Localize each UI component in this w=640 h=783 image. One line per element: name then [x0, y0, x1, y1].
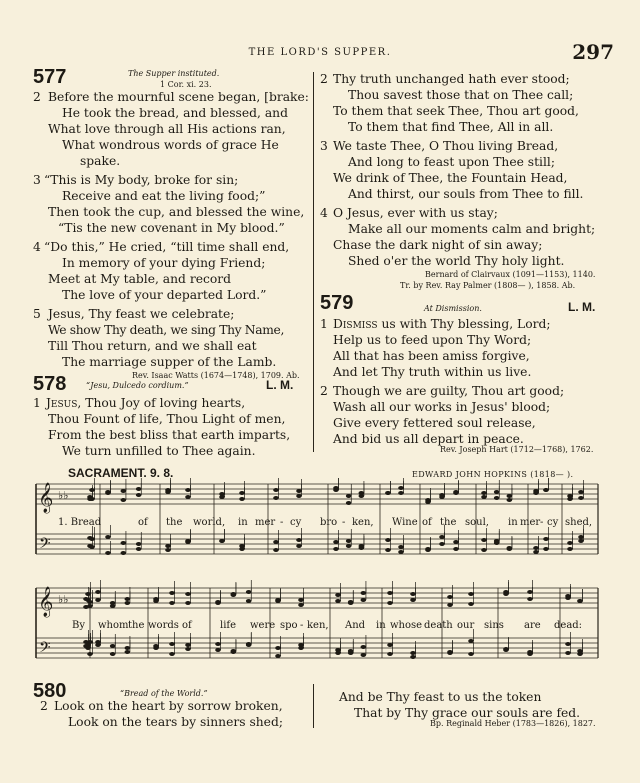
- notehead: [507, 546, 513, 550]
- notehead: [527, 650, 533, 654]
- lyric-syllable: in: [238, 517, 248, 528]
- notehead: [578, 539, 584, 543]
- notehead: [333, 488, 339, 492]
- notehead: [296, 538, 302, 542]
- verse-number: 5: [33, 307, 41, 321]
- hymn-578-subtitle: “Jesu, Dulcedo cordium.”: [86, 381, 189, 390]
- notehead: [346, 539, 352, 543]
- notehead: [453, 491, 459, 495]
- verse-number: 2: [33, 90, 41, 104]
- notehead: [385, 538, 391, 542]
- notehead: [439, 495, 445, 499]
- notehead: [185, 540, 191, 544]
- verse-line: Help us to feed upon Thy Word;: [333, 333, 532, 347]
- verse-line: [46, 395, 245, 412]
- verse-line: spake.: [80, 154, 121, 168]
- notehead: [85, 592, 91, 596]
- notehead: [398, 491, 404, 495]
- verse-line: We drink of Thee, the Fountain Head,: [333, 171, 568, 185]
- verse-line: Though we are guilty, Thou art good;: [333, 384, 565, 398]
- verse-line: We turn unfilled to Thee again.: [62, 444, 256, 458]
- notehead: [387, 591, 393, 595]
- notehead: [348, 651, 354, 655]
- notehead: [527, 597, 533, 601]
- hymn-577-author: Rev. Isaac Watts (1674—1748), 1709. Ab.: [132, 371, 300, 380]
- notehead: [83, 605, 89, 609]
- verse-line: Thou savest those that on Thee call;: [348, 88, 574, 102]
- verse-line: Thou Fount of life, Thou Light of men,: [48, 412, 286, 426]
- lyric-syllable: -: [342, 517, 346, 528]
- hymn-578-number: 578: [33, 373, 67, 395]
- notehead: [275, 598, 281, 602]
- line-rest: Thou Joy of loving hearts,: [81, 396, 246, 410]
- notehead: [447, 651, 453, 655]
- verse-line: We taste Thee, O Thou living Bread,: [333, 139, 559, 153]
- notehead: [503, 647, 509, 651]
- notehead: [83, 640, 89, 644]
- notehead: [273, 548, 279, 552]
- notehead: [89, 488, 95, 492]
- hymn-578-meter: L. M.: [266, 378, 294, 392]
- hymn-577-number: 577: [33, 66, 67, 88]
- notehead: [136, 493, 142, 497]
- notehead: [468, 639, 474, 643]
- verse-line: And be Thy feast to us the token: [339, 690, 542, 704]
- notehead: [239, 497, 245, 501]
- treble-clef-icon: 𝄞: [38, 483, 54, 513]
- notehead: [239, 544, 245, 548]
- notehead: [333, 540, 339, 544]
- music-score: [0, 478, 640, 683]
- page-number: 297: [572, 40, 614, 64]
- notehead: [298, 598, 304, 602]
- notehead: [273, 540, 279, 544]
- verse-line: O Jesus, ever with us stay;: [333, 206, 498, 220]
- notehead: [121, 551, 127, 555]
- notehead: [335, 593, 341, 597]
- verse-line: Thy truth unchanged hath ever stood;: [333, 72, 570, 86]
- bass-clef-icon: 𝄢: [39, 535, 51, 556]
- notehead: [425, 500, 431, 504]
- notehead: [121, 541, 127, 545]
- hymn-578-author: Bernard of Clairvaux (1091—1153), 1140.: [425, 270, 596, 279]
- lyric-syllable: mer: [255, 517, 276, 528]
- notehead: [507, 494, 513, 498]
- lyric-syllable: words: [148, 620, 179, 631]
- verse-line: And long to feast upon Thee still;: [348, 155, 555, 169]
- verse-line: What wondrous words of grace He: [62, 138, 279, 152]
- verse-line: Shed o'er the world Thy holy light.: [348, 254, 565, 268]
- lyric-syllable: whom: [98, 620, 129, 631]
- notehead: [275, 646, 281, 650]
- notehead: [567, 497, 573, 501]
- lyric-syllable: Wine: [392, 517, 418, 528]
- notehead: [83, 644, 89, 648]
- notehead: [185, 488, 191, 492]
- notehead: [185, 647, 191, 651]
- verse-line: Give every fettered soul release,: [333, 416, 536, 430]
- notehead: [153, 646, 159, 650]
- notehead: [439, 535, 445, 539]
- verse-line: To them that find Thee, All in all.: [348, 120, 554, 134]
- notehead: [215, 648, 221, 652]
- lyric-syllable: were: [250, 620, 276, 631]
- notehead: [533, 550, 539, 554]
- lyric-syllable: bro: [320, 517, 338, 528]
- notehead: [335, 599, 341, 603]
- notehead: [246, 599, 252, 603]
- lyric-syllable: spo: [280, 620, 298, 631]
- notehead: [359, 544, 365, 548]
- verse-line: “Do this,” He cried, “till time shall end,: [44, 240, 290, 254]
- key-signature-icon: ♭♭: [58, 593, 69, 606]
- notehead: [136, 547, 142, 551]
- notehead: [543, 488, 549, 492]
- notehead: [425, 548, 431, 552]
- notehead: [543, 547, 549, 551]
- verse-line: Before the mournful scene began, [brake:: [48, 90, 309, 104]
- notehead: [105, 490, 111, 494]
- notehead: [185, 495, 191, 499]
- hymn-577-subtitle: The Supper instituted.: [128, 69, 220, 78]
- notehead: [296, 489, 302, 493]
- verse-number: 3: [320, 139, 328, 153]
- verse-line: From the best bliss that earth imparts,: [48, 428, 291, 442]
- notehead: [215, 642, 221, 646]
- column-divider: [313, 72, 314, 452]
- verse-line: Till Thou return, and we shall eat: [48, 339, 257, 353]
- lyric-syllable: -: [280, 517, 284, 528]
- verse-line: What love through all His actions ran,: [48, 122, 286, 136]
- notehead: [565, 596, 571, 600]
- notehead: [125, 601, 131, 605]
- notehead: [105, 535, 111, 539]
- lyric-syllable: 1. Bread: [58, 517, 102, 528]
- notehead: [89, 545, 95, 549]
- lyric-syllable: soul,: [465, 517, 489, 528]
- lyric-syllable: in: [508, 517, 518, 528]
- notehead: [565, 651, 571, 655]
- verse-line: Receive and eat the living food;”: [62, 189, 266, 203]
- composer: EDWARD JOHN HOPKINS (1818— ).: [412, 470, 574, 479]
- notehead: [185, 643, 191, 647]
- first-word: Dismiss: [333, 317, 378, 331]
- lyric-syllable: of: [138, 517, 148, 528]
- verse-line: Jesus, Thy feast we celebrate;: [48, 307, 235, 321]
- verse-line: Make all our moments calm and bright;: [348, 222, 596, 236]
- verse-line: [333, 316, 551, 333]
- notehead: [481, 538, 487, 542]
- notehead: [110, 604, 116, 608]
- hymn-578-translator: Tr. by Rev. Ray Palmer (1808— ), 1858. Ab.: [400, 281, 576, 290]
- notehead: [507, 498, 513, 502]
- notehead: [215, 600, 221, 604]
- notehead: [481, 491, 487, 495]
- treble-clef-icon: 𝄞: [38, 587, 54, 617]
- notehead: [136, 542, 142, 546]
- notehead: [125, 597, 131, 601]
- notehead: [95, 643, 101, 647]
- lyric-syllable: whose: [390, 620, 423, 631]
- lyric-syllable: the: [166, 517, 183, 528]
- notehead: [361, 598, 367, 602]
- lyric-syllable: life: [220, 620, 237, 631]
- notehead: [468, 602, 474, 606]
- lyric-syllable: sins: [484, 620, 504, 631]
- verse-number: 4: [33, 240, 41, 254]
- verse-number: 4: [320, 206, 328, 220]
- lyric-syllable: -: [300, 620, 304, 631]
- notehead: [246, 590, 252, 594]
- notehead: [494, 490, 500, 494]
- notehead: [385, 548, 391, 552]
- verse-line: To them that seek Thee, Thou art good,: [333, 104, 579, 118]
- notehead: [89, 537, 95, 541]
- verse-line: And thirst, our souls from Thee to fill.: [348, 187, 584, 201]
- verse-line: The marriage supper of the Lamb.: [62, 355, 277, 369]
- verse-number: 2: [40, 699, 48, 713]
- notehead: [453, 540, 459, 544]
- lyric-syllable: of: [182, 620, 192, 631]
- notehead: [346, 494, 352, 498]
- notehead: [359, 494, 365, 498]
- notehead: [398, 486, 404, 490]
- running-head: THE LORD'S SUPPER.: [248, 47, 392, 58]
- verse-line: Meet at My table, and record: [48, 272, 232, 286]
- notehead: [95, 598, 101, 602]
- verse-line: We show Thy death, we sing Thy Name,: [48, 323, 284, 337]
- notehead: [481, 548, 487, 552]
- lyric-syllable: of: [422, 517, 432, 528]
- lyric-syllable: mer: [520, 517, 541, 528]
- verse-line: And bid us all depart in peace.: [333, 432, 524, 446]
- lyric-syllable: in: [376, 620, 386, 631]
- notehead: [387, 601, 393, 605]
- hymn-580-author: Bp. Reginald Heber (1783—1826), 1827.: [430, 719, 596, 728]
- hymn-579-number: 579: [320, 292, 354, 314]
- notehead: [298, 646, 304, 650]
- hymn-579-subtitle: At Dismission.: [424, 304, 482, 313]
- verse-line: All that has been amiss forgive,: [333, 349, 530, 363]
- notehead: [503, 592, 509, 596]
- verse-line: And let Thy truth within us live.: [333, 365, 532, 379]
- lyric-syllable: -: [540, 517, 544, 528]
- notehead: [439, 542, 445, 546]
- notehead: [527, 590, 533, 594]
- notehead: [165, 548, 171, 552]
- hymn-577-reference: 1 Cor. xi. 23.: [160, 80, 212, 89]
- notehead: [543, 537, 549, 541]
- verse-line: Then took the cup, and blessed the wine,: [48, 205, 305, 219]
- notehead: [481, 495, 487, 499]
- lyric-syllable: our: [457, 620, 475, 631]
- verse-line: He took the bread, and blessed, and: [62, 106, 288, 120]
- notehead: [185, 592, 191, 596]
- line-rest: us with Thy blessing, Lord;: [377, 317, 551, 331]
- hymn-579-author: Rev. Joseph Hart (1712—1768), 1762.: [440, 445, 594, 454]
- notehead: [398, 550, 404, 554]
- notehead: [296, 494, 302, 498]
- notehead: [169, 642, 175, 646]
- lyric-syllable: cy: [547, 517, 559, 528]
- hymn-580-subtitle: “Bread of the World.”: [120, 689, 208, 698]
- notehead: [387, 652, 393, 656]
- tune-name: SACRAMENT. 9. 8.: [68, 466, 174, 480]
- notehead: [136, 487, 142, 491]
- notehead: [125, 646, 131, 650]
- lyric-syllable: are: [524, 620, 541, 631]
- verse-number: 2: [320, 384, 328, 398]
- lyric-syllable: the: [128, 620, 145, 631]
- notehead: [165, 490, 171, 494]
- hymn-579-meter: L. M.: [568, 300, 596, 314]
- notehead: [494, 496, 500, 500]
- notehead: [335, 648, 341, 652]
- verse-number: 3: [33, 173, 41, 187]
- notehead: [447, 603, 453, 607]
- notehead: [298, 603, 304, 607]
- notehead: [578, 496, 584, 500]
- notehead: [398, 545, 404, 549]
- notehead: [361, 645, 367, 649]
- notehead: [169, 652, 175, 656]
- notehead: [105, 551, 111, 555]
- lyric-syllable: the: [440, 517, 457, 528]
- lyric-syllable: shed,: [565, 517, 593, 528]
- verse-line: That by Thy grace our souls are fed.: [354, 706, 581, 720]
- notehead: [121, 498, 127, 502]
- first-word: Jesus,: [46, 396, 82, 410]
- notehead: [387, 643, 393, 647]
- lyric-syllable: cy: [290, 517, 302, 528]
- notehead: [346, 501, 352, 505]
- notehead: [565, 642, 571, 646]
- lyric-syllable: world,: [193, 517, 226, 528]
- column-divider-bottom: [313, 684, 314, 728]
- notehead: [468, 592, 474, 596]
- notehead: [410, 592, 416, 596]
- notehead: [125, 650, 131, 654]
- notehead: [89, 497, 95, 501]
- notehead: [533, 489, 539, 493]
- notehead: [578, 490, 584, 494]
- notehead: [165, 544, 171, 548]
- notehead: [348, 601, 354, 605]
- notehead: [219, 539, 225, 543]
- verse-line: Chase the dark night of sin away;: [333, 238, 543, 252]
- notehead: [273, 488, 279, 492]
- lyric-syllable: ken,: [352, 517, 374, 528]
- notehead: [577, 599, 583, 603]
- notehead: [219, 492, 225, 496]
- notehead: [185, 601, 191, 605]
- notehead: [453, 547, 459, 551]
- notehead: [410, 598, 416, 602]
- verse-number: 2: [320, 72, 328, 86]
- key-signature-icon: ♭♭: [58, 489, 69, 502]
- notehead: [410, 651, 416, 655]
- notehead: [275, 654, 281, 658]
- notehead: [533, 546, 539, 550]
- notehead: [468, 652, 474, 656]
- notehead: [410, 655, 416, 659]
- notehead: [231, 593, 237, 597]
- verse-line: “Tis the new covenant in My blood.”: [58, 221, 285, 235]
- notehead: [346, 544, 352, 548]
- notehead: [296, 544, 302, 548]
- lyric-syllable: And: [345, 620, 366, 631]
- verse-line: In memory of your dying Friend;: [62, 256, 266, 270]
- verse-line: Wash all our works in Jesus' blood;: [333, 400, 551, 414]
- lyric-syllable: ken,: [307, 620, 329, 631]
- notehead: [110, 644, 116, 648]
- notehead: [567, 541, 573, 545]
- bass-clef-icon: 𝄢: [39, 639, 51, 660]
- hymn-580-number: 580: [33, 680, 67, 702]
- notehead: [169, 601, 175, 605]
- verse-line: The love of your departed Lord.”: [62, 288, 267, 302]
- notehead: [567, 547, 573, 551]
- verse-line: “This is My body, broke for sin;: [44, 173, 239, 187]
- notehead: [578, 535, 584, 539]
- lyric-syllable: death: [424, 620, 453, 631]
- notehead: [83, 597, 89, 601]
- notehead: [447, 595, 453, 599]
- lyric-syllable: dead:: [554, 620, 583, 631]
- notehead: [361, 591, 367, 595]
- verse-line: Look on the tears by sinners shed;: [68, 715, 283, 729]
- lyric-syllable: By: [72, 620, 85, 631]
- notehead: [231, 650, 237, 654]
- notehead: [87, 652, 93, 656]
- notehead: [169, 591, 175, 595]
- notehead: [494, 539, 500, 543]
- notehead: [361, 653, 367, 657]
- notehead: [577, 652, 583, 656]
- verse-line: Look on the heart by sorrow broken,: [54, 699, 283, 713]
- notehead: [121, 489, 127, 493]
- notehead: [95, 590, 101, 594]
- notehead: [273, 496, 279, 500]
- notehead: [246, 643, 252, 647]
- notehead: [153, 599, 159, 603]
- notehead: [239, 491, 245, 495]
- verse-number: 1: [320, 317, 328, 331]
- notehead: [385, 491, 391, 495]
- notehead: [333, 547, 339, 551]
- verse-number: 1: [33, 396, 41, 410]
- notehead: [110, 652, 116, 656]
